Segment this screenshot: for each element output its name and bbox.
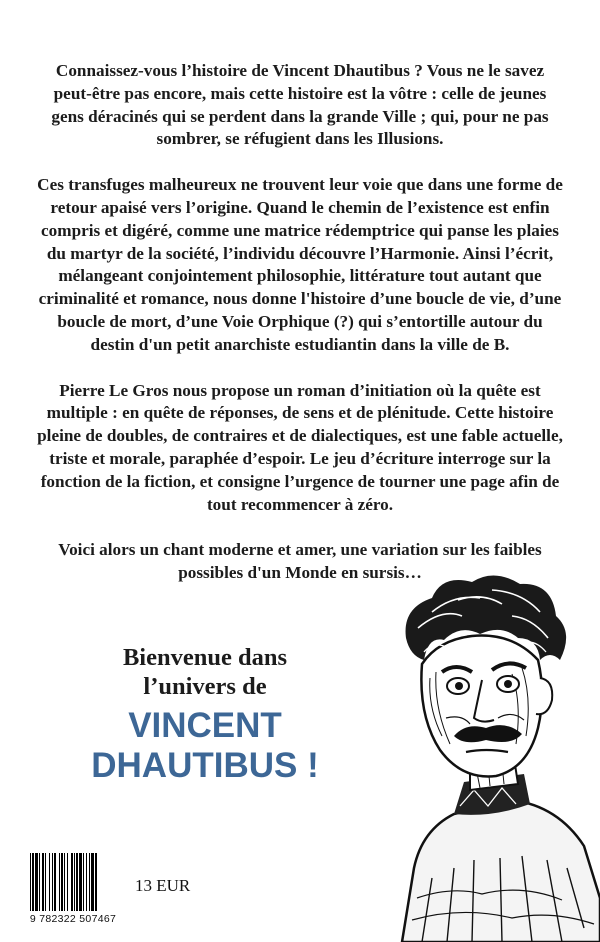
welcome-line-1: Bienvenue dans (122, 644, 288, 671)
blurb-paragraph-1: Connaissez-vous l’histoire de Vincent Dhautibus ? Vous ne le savez peut-être pas encore, mais cette histoire est la vôtre : celle de jeunes gens déracinés qui se perdent dans la grande Ville ; qui, pour ne pas sombrer, se réfugient dans les Illusions. (51, 61, 549, 149)
blurb-paragraph-2: Ces transfuges malheureux ne trouvent leur voie que dans une forme de retour apaisé vers l’origine. Quand le chemin de l’existence est enfin compris et digéré, comme une matrice rédemptrice qui panse les plaies du martyr de la société, l’individu découvre l’Harmonie. Ainsi l’écrit, mélangeant conjointement philosophie, littérature tout autant que criminalité et romance, nous donne l'histoire d’une boucle de vie, d’une boucle de mort, d’une Voie Orphique (?) qui s’entortille autour du destin d'un petit anarchiste estudiantin dans la ville de B. (37, 175, 563, 354)
blurb-paragraph-4: Voici alors un chant moderne et amer, une variation sur les faibles possibles d'un Monde en sursis… (58, 540, 542, 583)
character-portrait-illustration (362, 568, 600, 942)
character-last-name: DHAUTIBUS ! (91, 746, 319, 785)
book-price: 13 EUR (135, 876, 191, 895)
isbn-number: 9 782322 507467 (29, 913, 117, 925)
welcome-line-2: l’univers de (143, 673, 267, 700)
blurb-paragraph-3: Pierre Le Gros nous propose un roman d’initiation où la quête est multiple : en quête de réponses, de sens et de plénitude. Cette histoire pleine de doubles, de contraires et de dialectiques, est une fable actuelle, triste et morale, paraphée d’espoir. Le jeu d’écriture interroge sur la fonction de la fiction, et consigne l’urgence de tourner une page afin de tout recommencer à zéro. (37, 380, 563, 514)
character-name (40, 706, 370, 786)
character-first-name: VINCENT (128, 706, 282, 745)
back-cover-blurb (36, 60, 564, 608)
welcome-tagline (40, 643, 370, 786)
